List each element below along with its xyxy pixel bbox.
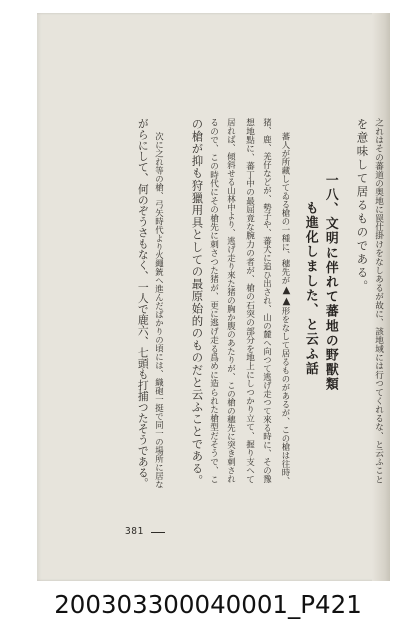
body-line-7: 次に之れ等の槍、弓矢時代より火繩銃へ進んだばかりの頃には、織砲一挺で同一の場所に居な [154,132,165,489]
body-line-1-continued: 形をなして居るものがあるが、この槍は往時、 [281,306,291,486]
page-number: 381 [125,526,144,537]
intro-line-1: 之れはその蕃道の奥地に罠仕掛けをなしあるが故に、該地域には行つてくれるな、と云ふこと [373,118,384,484]
spear-hook-symbol: ▲▲ [281,284,292,307]
body-line-3: 想地點に、蕃丁中の最屈竟な腕力の者が、槍の石突の部分を地上にしつかり立て、握り支へて [244,118,255,484]
body-line-2: 猪、鹿、羌仔などが、勢子や、蕃犬に追ひ出され、山の麓へ向つて逃げ走つて來る時に、その豫 [262,118,273,484]
book-page [37,13,390,581]
body-line-6: の槍が抑も狩獵用具としての最原始的のものだと云ふことである。 [190,118,205,487]
page-number-dash [151,532,165,533]
intro-line-2: を意味して居るものである。 [355,118,370,294]
section-heading-line-1: 一八、文明に伴れて蕃地の野獸類 [322,173,338,392]
image-caption: 200303300040001_P421 [54,590,362,619]
body-line-1-text: 蕃人が所藏してゐる槍の一種に、穗先が [281,132,291,285]
body-line-1 [281,132,291,485]
body-line-4: 居れば、傾斜せる山林中より、逃げ走り來た猪の胸か腹のあたりが、この槍の穗先に突き刺され [226,118,237,484]
body-line-8: がらにして、何のぞうさもなく、一人で鹿六、七頭も打捕つたそうである。 [136,118,150,489]
body-line-5: るので、この時代にその槍先に刺さつた猪が、更に逃げ走る爲めに造られた槍型だそうで、こ [208,118,219,484]
section-heading-line-2: も進化しました、と云ふ話 [302,201,318,377]
